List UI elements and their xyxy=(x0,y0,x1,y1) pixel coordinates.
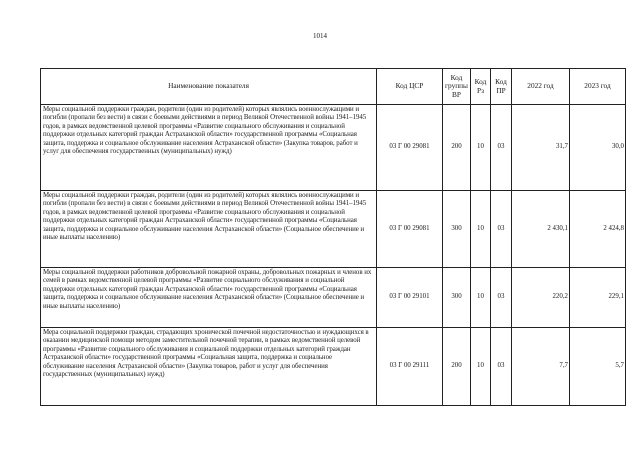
cell-name: Меры социальной поддержки работников добровольной пожарной охраны, добровольных пожарных и членов их семей в рамках ведомственной целевой программы «Развитие социального обслуживания и социальной поддержки отдельных категорий граждан Астраханской области» государственной программы «Социальная защита, поддержка и социальное обслуживание населения Астраханской области» (Социальное обеспечение и иные выплаты населению) xyxy=(41,268,377,328)
header-vr: Код группы ВР xyxy=(443,69,471,105)
cell-year-2023: 30,0 xyxy=(570,105,626,191)
cell-pr: 03 xyxy=(491,191,512,268)
header-name: Наименование показателя xyxy=(41,69,377,105)
cell-year-2022: 2 430,1 xyxy=(512,191,570,268)
budget-table xyxy=(40,68,626,406)
cell-year-2022: 31,7 xyxy=(512,105,570,191)
header-year-2022: 2022 год xyxy=(512,69,570,105)
cell-year-2023: 229,1 xyxy=(570,268,626,328)
cell-csr: 03 Г 00 29081 xyxy=(377,105,443,191)
cell-rz: 10 xyxy=(471,328,491,406)
cell-rz: 10 xyxy=(471,191,491,268)
cell-name: Мера социальной поддержки граждан, страдающих хронической почечной недостаточностью и нуждающихся в оказании медицинской помощи методом заместительной почечной терапии, в рамках ведомственной целевой программы «Развитие социального обслуживания и социальной поддержки отдельных категорий граждан Астраханской области» государственной программы «Социальная защита, поддержка и социальное обслуживание населения Астраханской области» (Закупка товаров, работ и услуг для обеспечения государственных (муниципальных) нужд) xyxy=(41,328,377,406)
header-pr: Код ПР xyxy=(491,69,512,105)
cell-csr: 03 Г 00 29081 xyxy=(377,191,443,268)
cell-name: Меры социальной поддержки граждан, родители (один из родителей) которых являлись военнослужащими и погибли (пропали без вести) в связи с боевыми действиями в период Великой Отечественной войны 1941–1945 годов, в рамках ведомственной целевой программы «Развитие социального обслуживания и социальной поддержки отдельных категорий граждан Астраханской области» государственной программы «Социальная защита, поддержка и социальное обслуживание населения Астраханской области» (Закупка товаров, работ и услуг для обеспечения государственных (муниципальных) нужд) xyxy=(41,105,377,191)
table-header-row xyxy=(41,69,626,105)
table-row xyxy=(41,191,626,268)
table-row xyxy=(41,328,626,406)
cell-vr: 200 xyxy=(443,328,471,406)
cell-year-2022: 7,7 xyxy=(512,328,570,406)
cell-year-2022: 220,2 xyxy=(512,268,570,328)
cell-rz: 10 xyxy=(471,268,491,328)
table-row xyxy=(41,268,626,328)
cell-pr: 03 xyxy=(491,328,512,406)
cell-vr: 200 xyxy=(443,105,471,191)
table-row xyxy=(41,105,626,191)
page-number: 1014 xyxy=(313,32,327,40)
cell-year-2023: 2 424,8 xyxy=(570,191,626,268)
cell-csr: 03 Г 00 29111 xyxy=(377,328,443,406)
cell-vr: 300 xyxy=(443,191,471,268)
cell-year-2023: 5,7 xyxy=(570,328,626,406)
cell-rz: 10 xyxy=(471,105,491,191)
header-year-2023: 2023 год xyxy=(570,69,626,105)
cell-name: Меры социальной поддержки граждан, родители (один из родителей) которых являлись военнослужащими и погибли (пропали без вести) в связи с боевыми действиями в период Великой Отечественной войны 1941–1945 годов, в рамках ведомственной целевой программы «Развитие социального обслуживания и социальной поддержки отдельных категорий граждан Астраханской области» государственной программы «Социальная защита, поддержка и социальное обслуживание населения Астраханской области» (Социальное обеспечение и иные выплаты населению) xyxy=(41,191,377,268)
cell-pr: 03 xyxy=(491,105,512,191)
header-csr: Код ЦСР xyxy=(377,69,443,105)
cell-vr: 300 xyxy=(443,268,471,328)
cell-csr: 03 Г 00 29101 xyxy=(377,268,443,328)
cell-pr: 03 xyxy=(491,268,512,328)
header-rz: Код Рз xyxy=(471,69,491,105)
